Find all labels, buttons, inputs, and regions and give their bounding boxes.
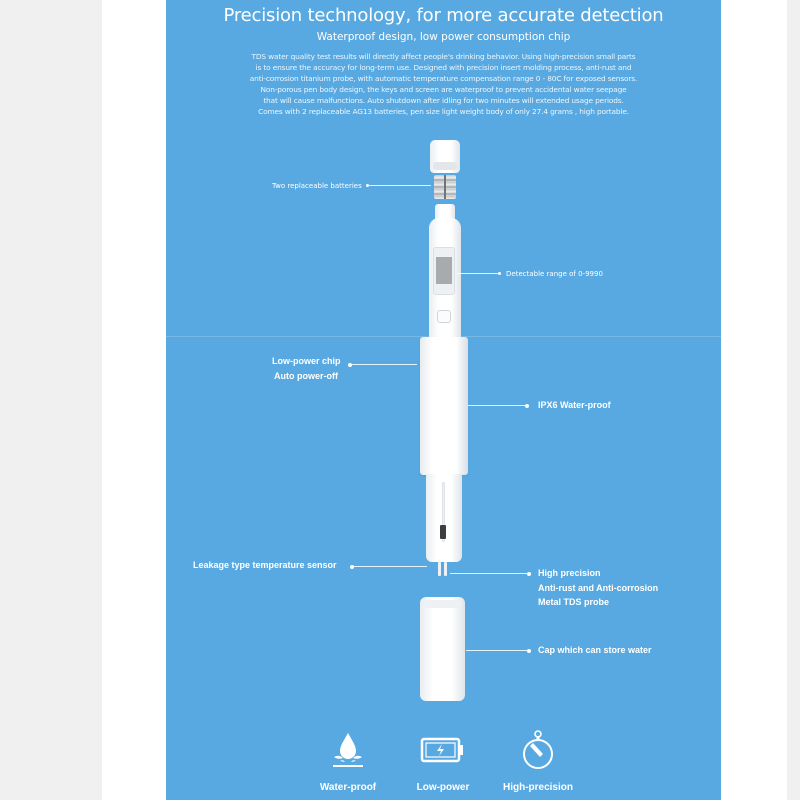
product-info-panel [166, 0, 721, 800]
feature-label: Water-proof [319, 782, 377, 793]
water-drop-icon [328, 730, 368, 770]
callout-cap: Cap which can store water [538, 645, 652, 655]
temperature-sensor-window [440, 525, 446, 539]
description-line: is to ensure the accuracy for long-term use. Designed with precision insert molding process, anti-rust and [255, 63, 632, 72]
callout-line [450, 573, 528, 574]
callout-line [351, 364, 417, 365]
pen-bottom-cap [420, 597, 465, 701]
battery-charging-icon [420, 730, 466, 770]
callout-line [369, 185, 431, 186]
description-line: Comes with 2 replaceable AG13 batteries, pen size light weight body of only 27.4 grams , high portable. [258, 107, 629, 116]
feature-high-precision [493, 730, 583, 793]
left-white-margin [102, 0, 166, 800]
description-line: Non-porous pen body design, the keys and screen are waterproof to prevent accidental water seepage [260, 85, 627, 94]
page-subtitle: Waterproof design, low power consumption chip [316, 31, 571, 43]
pen-power-button [437, 310, 451, 323]
battery-stack-icon [434, 175, 456, 199]
callout-ipx6: IPX6 Water-proof [538, 400, 611, 410]
callout-dot [527, 572, 531, 576]
stopwatch-icon [518, 730, 558, 770]
description-line: that will cause malfunctions. Auto shutdown after idling for two minutes will extended usage periods. [263, 96, 624, 105]
callout-line [466, 650, 528, 651]
callout-dot [525, 404, 529, 408]
callout-line [457, 273, 499, 274]
tds-probe [438, 562, 448, 576]
left-gray-margin [0, 0, 102, 800]
callout-batteries: Two replaceable batteries [272, 182, 362, 190]
right-white-margin [721, 0, 787, 800]
pen-top-cap [430, 140, 460, 173]
callout-dot [527, 649, 531, 653]
page-title: Precision technology, for more accurate detection [223, 5, 664, 26]
feature-label: High-precision [502, 782, 573, 793]
callout-range: Detectable range of 0-9990 [506, 270, 603, 278]
feature-waterproof [303, 730, 393, 793]
callout-probe: High precision Anti-rust and Anti-corrosion Metal TDS probe [538, 568, 659, 607]
description-line: TDS water quality test results will directly affect people's drinking behavior. Using high-precision small parts [251, 52, 636, 61]
lcd-screen [436, 257, 452, 284]
right-gray-margin [787, 0, 800, 800]
callout-low-power-chip: Low-power chip Auto power-off [272, 356, 341, 381]
description-line: anti-corrosion titanium probe, with automatic temperature compensation range 0 - 80C for exposed sensors. [249, 74, 638, 83]
callout-line [468, 405, 526, 406]
feature-label: Low-power [416, 782, 470, 793]
product-description [206, 51, 681, 117]
callout-line [353, 566, 427, 567]
pen-grip-sleeve [420, 337, 468, 475]
feature-low-power [398, 730, 488, 793]
callout-dot [498, 272, 501, 275]
callout-temp-sensor: Leakage type temperature sensor [193, 560, 337, 570]
